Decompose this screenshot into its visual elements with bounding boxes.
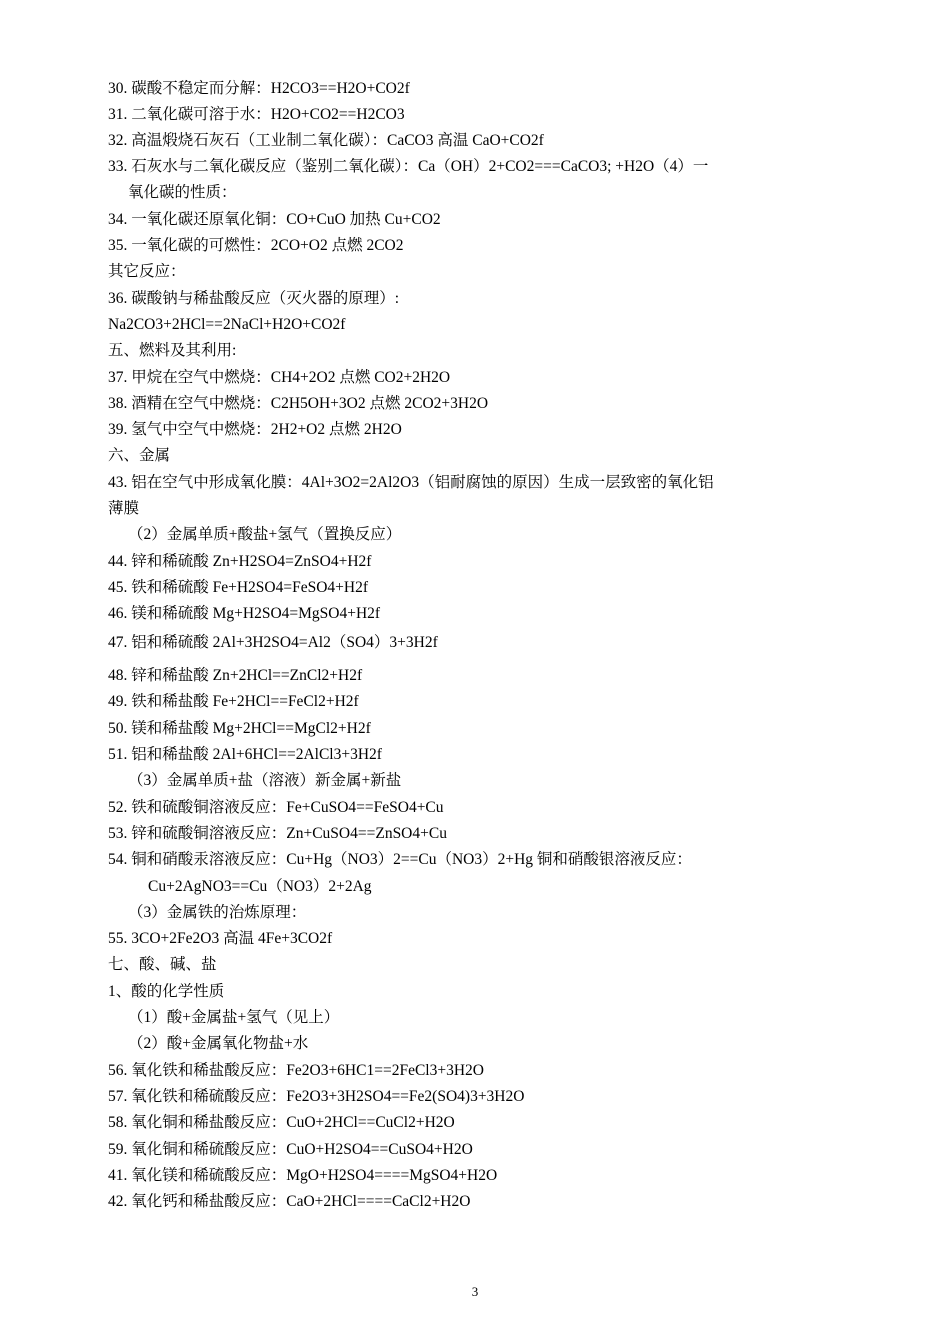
subsection-heading: （3）金属铁的治炼原理： xyxy=(128,904,307,921)
text-line: 42. 氧化钙和稀盐酸反应：CaO+2HCl====CaCl2+H2O xyxy=(108,1193,471,1210)
text-line: （1）酸+金属盐+氢气（见上） xyxy=(128,1009,340,1026)
text-line: 46. 镁和稀硫酸 Mg+H2SO4=MgSO4+H2f xyxy=(108,605,381,622)
text-line: 32. 高温煅烧石灰石（工业制二氧化碳）：CaCO3 高温 CaO+CO2f xyxy=(108,132,544,149)
text-line: 51. 铝和稀盐酸 2Al+6HCl==2AlCl3+3H2f xyxy=(108,746,382,763)
text-line: 氧化碳的性质： xyxy=(128,184,237,201)
text-line: 38. 酒精在空气中燃烧：C2H5OH+3O2 点燃 2CO2+3H2O xyxy=(108,395,489,412)
text-line: 57. 氧化铁和稀硫酸反应：Fe2O3+3H2SO4==Fe2(SO4)3+3H2O xyxy=(108,1088,525,1105)
text-line: 37. 甲烷在空气中燃烧：CH4+2O2 点燃 CO2+2H2O xyxy=(108,369,451,386)
text-line: 30. 碳酸不稳定而分解：H2CO3==H2O+CO2f xyxy=(108,80,410,97)
text-line: 45. 铁和稀硫酸 Fe+H2SO4=FeSO4+H2f xyxy=(108,579,369,596)
text-line: Cu+2AgNO3==Cu（NO3）2+2Ag xyxy=(148,878,372,895)
text-line: 56. 氧化铁和稀盐酸反应：Fe2O3+6HC1==2FeCl3+3H2O xyxy=(108,1062,484,1079)
section-heading: 七、酸、碱、盐 xyxy=(108,956,217,973)
subsection-heading: （2）金属单质+酸盐+氢气（置换反应） xyxy=(128,526,402,543)
text-line: 31. 二氧化碳可溶于水：H2O+CO2==H2CO3 xyxy=(108,106,405,123)
text-line: 薄膜 xyxy=(108,500,140,517)
text-line: 43. 铝在空气中形成氧化膜：4Al+3O2=2Al2O3（铝耐腐蚀的原因）生成一层致密的氧化铝 xyxy=(108,474,714,491)
text-line: 34. 一氧化碳还原氧化铜：CO+CuO 加热 Cu+CO2 xyxy=(108,211,441,228)
text-line: 49. 铁和稀盐酸 Fe+2HCl==FeCl2+H2f xyxy=(108,693,359,710)
text-line: 39. 氢气中空气中燃烧：2H2+O2 点燃 2H2O xyxy=(108,421,402,438)
text-line: 52. 铁和硫酸铜溶液反应：Fe+CuSO4==FeSO4+Cu xyxy=(108,799,444,816)
text-line: （2）酸+金属氧化物盐+水 xyxy=(128,1035,309,1052)
subsection-heading: （3）金属单质+盐（溶液）新金属+新盐 xyxy=(128,772,402,789)
text-line: 50. 镁和稀盐酸 Mg+2HCl==MgCl2+H2f xyxy=(108,720,371,737)
section-heading: 六、金属 xyxy=(108,447,171,464)
text-line: 36. 碳酸钠与稀盐酸反应（灭火器的原理）: xyxy=(108,290,400,307)
text-line: 59. 氧化铜和稀硫酸反应：CuO+H2SO4==CuSO4+H2O xyxy=(108,1141,473,1158)
text-line: 55. 3CO+2Fe2O3 高温 4Fe+3CO2f xyxy=(108,930,333,947)
text-line: 其它反应： xyxy=(108,263,186,280)
text-line: 44. 锌和稀硫酸 Zn+H2SO4=ZnSO4+H2f xyxy=(108,553,372,570)
text-line: 41. 氧化镁和稀硫酸反应：MgO+H2SO4====MgSO4+H2O xyxy=(108,1167,498,1184)
page-number: 3 xyxy=(471,1284,479,1299)
text-line: 35. 一氧化碳的可燃性：2CO+O2 点燃 2CO2 xyxy=(108,237,404,254)
text-line: 54. 铜和硝酸汞溶液反应：Cu+Hg（NO3）2==Cu（NO3）2+Hg 铜和硝酸银溶液反应： xyxy=(108,851,692,868)
text-line: 58. 氧化铜和稀盐酸反应：CuO+2HCl==CuCl2+H2O xyxy=(108,1114,455,1131)
text-line: 47. 铝和稀硫酸 2Al+3H2SO4=Al2（SO4）3+3H2f xyxy=(108,634,438,651)
text-line: 48. 锌和稀盐酸 Zn+2HCl==ZnCl2+H2f xyxy=(108,667,363,684)
section-heading: 五、燃料及其利用: xyxy=(108,342,237,359)
text-line: Na2CO3+2HCl==2NaCl+H2O+CO2f xyxy=(108,316,346,333)
text-line: 53. 锌和硫酸铜溶液反应：Zn+CuSO4==ZnSO4+Cu xyxy=(108,825,447,842)
subsection-heading: 1、酸的化学性质 xyxy=(108,983,225,1000)
text-line: 33. 石灰水与二氧化碳反应（鉴别二氧化碳）：Ca（OH）2+CO2===CaCO3; +H2O（4）一 xyxy=(108,158,709,175)
